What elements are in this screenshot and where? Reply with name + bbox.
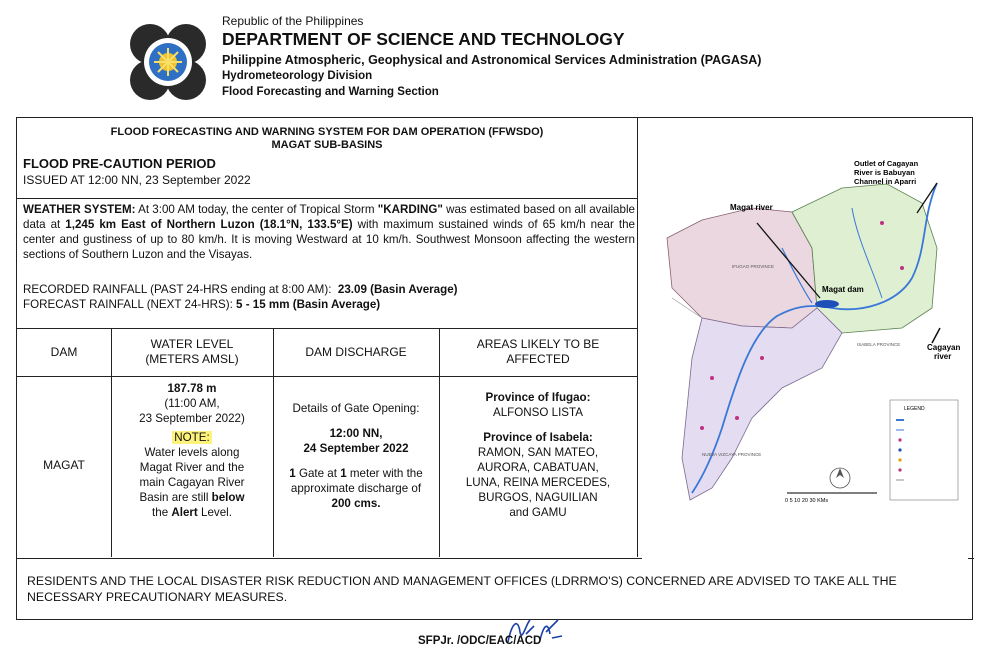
bulletin-title (17, 126, 637, 152)
header-discharge: DAM DISCHARGE (305, 344, 407, 359)
note-text (111, 490, 273, 505)
note-text: Water levels along (144, 446, 240, 459)
discharge-cell (273, 401, 439, 511)
department-name: DEPARTMENT OF SCIENCE AND TECHNOLOGY (222, 29, 625, 49)
outlet-label: River is Babuyan (854, 168, 915, 177)
header-line: AREAS LIKELY TO BE (476, 337, 600, 351)
isabela-province-label: ISABELA PROVINCE (857, 342, 901, 347)
header-line: (METERS AMSL) (145, 352, 239, 366)
agency-name: Philippine Atmospheric, Geophysical and Astronomical Services Administration (PAGASA) (222, 53, 762, 67)
header-water-level (111, 328, 273, 376)
weather-text: with maximum sustained winds of 65 km/h near the center and gustiness of up to 80 km/h. It is moving Westward at 10 km/h. Southwest Monsoon affecting the western sections of Southern Luzon and the Visayas. (23, 218, 635, 261)
province-isabela-label: Province of Isabela: (483, 431, 593, 444)
header-areas (439, 328, 637, 376)
areas-cell (439, 390, 637, 520)
province-ifugao-list: ALFONSO LISTA (493, 406, 583, 419)
water-level-date: 23 September 2022) (139, 412, 245, 425)
initials: SFPJr. /ODC/EAC/ACD (418, 635, 542, 647)
water-level-time: (11:00 AM, (164, 397, 220, 410)
forecast-label: FORECAST RAINFALL (NEXT 24-HRS): (23, 298, 233, 311)
cagayan-river-label: Cagayan (927, 343, 961, 352)
gate-text: meter with the (346, 467, 423, 480)
note-fragment: Level. (197, 506, 232, 519)
recorded-rainfall (23, 283, 458, 296)
municipality-list: AURORA, CABATUAN, (477, 461, 599, 474)
note-text: Magat River and the (139, 461, 245, 474)
gate-opening (273, 466, 439, 481)
outlet-label: Channel in Aparri (854, 177, 917, 186)
advisory-text: RESIDENTS AND THE LOCAL DISASTER RISK REDUCTION AND MANAGEMENT OFFICES (LDRRMO'S) CONCERNED ARE ADVISED TO TAKE ALL THE NECESSARY PRECAUTIONARY MEASURES. (27, 574, 897, 604)
magat-dam-label: Magat dam (822, 285, 864, 294)
gate-text: Gate at (295, 467, 341, 480)
province-ifugao-label: Province of Ifugao: (485, 391, 591, 404)
magat-dam-marker (815, 300, 839, 308)
storm-name: "KARDING" (377, 203, 443, 216)
gate-date: 24 September 2022 (303, 442, 409, 455)
municipality-list: RAMON, SAN MATEO, (477, 446, 599, 459)
forecast-value: 5 - 15 mm (Basin Average) (236, 298, 381, 311)
note-fragment: Basin are still (139, 491, 212, 504)
republic-label: Republic of the Philippines (222, 14, 364, 28)
gate-meters: 1 (340, 467, 347, 480)
dost-logo (128, 22, 208, 102)
dam-name: MAGAT (43, 458, 85, 472)
note-fragment: the (152, 506, 172, 519)
header-line: WATER LEVEL (150, 337, 234, 351)
note-label: NOTE: (174, 431, 210, 444)
nueva-vizcaya-label: NUEVA VIZCAYA PROVINCE (702, 452, 762, 457)
magat-basin-map (642, 128, 968, 568)
title-line: FLOOD FORECASTING AND WARNING SYSTEM FOR DAM OPERATION (FFWSDO) (110, 126, 544, 138)
forecast-rainfall (23, 298, 380, 311)
note-emphasis: Alert (171, 506, 198, 519)
recorded-label: RECORDED RAINFALL (PAST 24-HRS ending at 8:00 AM): (23, 283, 332, 296)
section-name: Flood Forecasting and Warning Section (222, 86, 439, 98)
weather-label: WEATHER SYSTEM: (23, 203, 136, 216)
division-name: Hydrometeorology Division (222, 70, 373, 82)
weather-text: At 3:00 AM today, the center of Tropical Storm (135, 203, 378, 216)
gate-time: 12:00 NN, (329, 427, 383, 440)
weather-text: was estimated based on all available data at (23, 203, 635, 231)
weather-system-text (23, 202, 635, 262)
map-divider (637, 118, 638, 557)
header-line: AFFECTED (506, 352, 570, 366)
storm-location: 1,245 km East of Northern Luzon (18.1°N, 133.5°E) (65, 218, 353, 231)
note-text: main Cagayan River (139, 476, 245, 489)
bulletin-frame (16, 117, 973, 620)
gate-details-label: Details of Gate Opening: (292, 402, 420, 415)
cagayan-river-label: river (934, 352, 952, 361)
note-text (111, 505, 273, 520)
legend-title: LEGEND (904, 406, 925, 412)
issued-time: ISSUED AT 12:00 NN, 23 September 2022 (23, 173, 251, 187)
gate-text: approximate discharge of (290, 482, 422, 495)
discharge-value: 200 cms. (331, 497, 381, 510)
recorded-value: 23.09 (Basin Average) (337, 283, 458, 296)
water-level-value: 187.78 m (167, 382, 217, 395)
note-emphasis: below (211, 491, 245, 504)
water-level-cell (111, 381, 273, 520)
municipality-list: LUNA, REINA MERCEDES, (465, 476, 611, 489)
divider (17, 376, 637, 377)
municipality-list: BURGOS, NAGUILIAN (478, 491, 598, 504)
divider (17, 198, 637, 199)
magat-river-label: Magat river (730, 203, 773, 212)
gate-count: 1 (289, 467, 296, 480)
outlet-label: Outlet of Cagayan (854, 159, 919, 168)
ifugao-province-label: IFUGAO PROVINCE (732, 264, 775, 269)
scale-label: 0 5 10 20 30 KMs (785, 498, 829, 504)
period-label: FLOOD PRE-CAUTION PERIOD (23, 156, 216, 171)
header-dam: DAM (50, 344, 78, 359)
municipality-list: and GAMU (509, 506, 567, 519)
title-subline: MAGAT SUB-BASINS (271, 139, 383, 151)
letterhead (128, 14, 828, 114)
